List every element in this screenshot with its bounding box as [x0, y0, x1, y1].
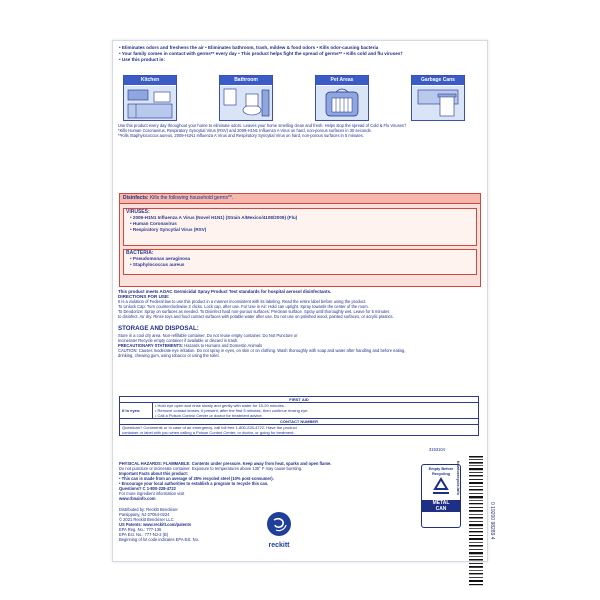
bacteria-item: • Staphylococcus aureus [130, 262, 185, 267]
first-aid-table [119, 396, 479, 436]
benefit-line: • Use this product in: [119, 57, 166, 62]
contact-number-title: CONTACT NUMBER [120, 419, 479, 425]
room-label: Pet Areas [316, 76, 368, 85]
pet-carrier-icon [316, 86, 368, 120]
first-aid-step: • Call a Poison Control Center or doctor for treatment advice. [155, 413, 263, 418]
can-text: CAN [435, 506, 447, 512]
hazard-line: www.rbnainfo.com [119, 496, 156, 501]
viruses-label: VIRUSES: [126, 209, 150, 215]
virus-item: • Respiratory Syncytial Virus (RSV) [130, 227, 207, 232]
storage-section [118, 325, 482, 358]
storage-line: Incinerate! Recycle empty container if available or discard in trash. [118, 338, 239, 343]
directions-line: To Deodorize: Spray on surfaces as needed. To Disinfect hard non-porous surfaces: Preclean surface. Spray until thoroughly wet. Leave for 5 minutes [118, 309, 390, 314]
company-line: Beginning of lot code indicates EPA Est. No. [119, 537, 200, 542]
disinfects-box [119, 193, 481, 287]
product-code: 3193104 [429, 447, 445, 452]
disinfects-title: Disinfects: [123, 195, 149, 201]
first-aid-step: • Remove contact lenses, if present, after the first 5 minutes, then continue rinsing eye. [155, 408, 309, 413]
brand-name: reckitt [268, 542, 290, 549]
storage-title: STORAGE AND DISPOSAL: [118, 325, 199, 332]
reckitt-swirl-icon [266, 511, 292, 537]
recycle-url: howtorecycle.info [456, 461, 461, 496]
barcode-digits: 0 19200 98289 4 [489, 502, 495, 540]
benefit-bullets [119, 45, 479, 63]
reckitt-logo [261, 511, 297, 550]
company-info [119, 507, 259, 542]
usage-text [118, 123, 482, 138]
company-line: Parsippany, NJ 07054-0224 [119, 512, 170, 517]
company-line: © 2021 Reckitt Benckiser LLC [119, 517, 174, 522]
usage-line: *Kills Human Coronavirus, Respiratory Syncytial Virus (RSV) and 2009-H1N1 Influenza A Virus on hard, non-porous surfaces in 30 seconds. [118, 128, 372, 133]
first-aid-title: FIRST AID [120, 397, 479, 403]
room-pet-areas [315, 75, 369, 121]
disinfects-header [120, 194, 480, 204]
first-aid-steps [153, 403, 479, 419]
hazard-line: • Encourage your local authorities to establish a program to recycle this can. [119, 481, 269, 486]
caution-line: CAUTION: Causes moderate eye irritation. Do not spray in eyes, on skin or on clothing. Wash thoroughly with soap and water after handling and before eating, [118, 348, 406, 353]
caution-line: drinking, chewing gum, using tobacco or using the toilet. [118, 353, 220, 358]
hazard-line: Questions? C 1-800-228-4722 [119, 486, 176, 491]
usage-line: Use this product every day throughout your home to eliminate odors. Leaves your home smelling clean and fresh. Helps stop the spread of Cold & Flu Viruses† [118, 123, 407, 128]
bacteria-item: • Pseudomonas aeruginosa [130, 256, 191, 261]
bacteria-label: BACTERIA: [126, 250, 154, 256]
hazard-line: For more ingredient information visit [119, 491, 185, 496]
recycle-top-text: Empty Before Recycling [428, 467, 454, 476]
company-line: EPA Est. No.: 777-NJ-2 (B) [119, 532, 169, 537]
aoac-statement: This product meets AOAC Germicidal Spray Product Test standards for hospital aerosol disinfectants. [118, 289, 332, 294]
storage-line: Store in a cool dry area. Non-refillable container. Do not reuse empty container. Do Not Puncture or [118, 333, 298, 338]
contact-line: Questions? Comments or In case of an emergency, call toll free 1-800-228-4722. Have the product [122, 425, 297, 430]
kitchen-icon [124, 86, 176, 120]
room-label: Bathroom [220, 76, 272, 85]
company-line: US Patents: www.reckitt.com/patents [119, 522, 192, 527]
directions-line: to disinfect. Air dry. Rinse toys and food contact surfaces with potable water after use. Do not use on polished wood, painted surfaces, or acrylic plastics. [118, 314, 394, 319]
directions-section [118, 289, 482, 319]
barcode-bars-icon [469, 456, 483, 586]
room-bathroom [219, 75, 273, 121]
virus-item: • Human Coronavirus [130, 221, 177, 226]
physical-hazards-section [119, 461, 409, 501]
virus-item: • 2009-H1N1 Influenza A Virus (Novel H1N1) (Strain A/Mexico/4108/2009) (Flu) [130, 215, 298, 220]
contact-text [120, 425, 479, 436]
company-line: EPA Reg. No.: 777-136 [119, 527, 162, 532]
hazard-line: Important Facts about this product: [119, 471, 189, 476]
room-garbage-cans [411, 75, 465, 121]
usage-line: **Kills Staphylococcus aureus, 2009-H1N1 Influenza A Virus and Respiratory Syncytial Virus on hard, non-porous surfaces in 5 minutes. [118, 133, 364, 138]
directions-line: It is a violation of Federal law to use this product in a manner inconsistent with its labeling. Read the entire label before using the product. [118, 299, 367, 304]
hazard-line: PHYSICAL HAZARDS: FLAMMABLE: Contents under pressure. Keep away from heat, sparks and open flame. [119, 461, 332, 466]
bacteria-section [123, 249, 477, 275]
directions-line: To Unlock Cap: Turn counterclockwise 2 clicks. Lock cap, after use. For Use in Air: Hold can upright. Spray towards the center of the room. [118, 304, 369, 309]
viruses-section [123, 208, 477, 246]
precaution-text: Hazards to Humans and Domestic Animals [184, 343, 263, 348]
benefit-line: • Eliminates odors and freshens the air • Eliminates bathroom, trash, mildew & food odors • Kills odor-causing bacteria [119, 45, 379, 50]
company-line: Distributed by: Reckitt Benckiser [119, 507, 178, 512]
hazard-line: • This can is made from an average of 25% recycled steel (10% post-consumer). [119, 476, 274, 481]
bathroom-icon [220, 86, 272, 120]
first-aid-step: • Hold eye open and rinse slowly and gently with water for 15-20 minutes. [155, 403, 285, 408]
disinfects-subtitle: Kills the following household germs**. [149, 195, 234, 201]
precaution-title: PRECAUTIONARY STATEMENTS: [118, 343, 184, 348]
directions-title: DIRECTIONS FOR USE: [118, 294, 170, 299]
room-label: Garbage Cans [412, 76, 464, 85]
contact-line: container or label with you when calling a Poison Control Center, or doctor, or going for treatment. [122, 430, 295, 435]
metal-text: METAL [432, 500, 450, 506]
hazard-line: Do not puncture or incinerate container. Exposure to temperatures above 130° F may cause bursting. [119, 466, 303, 471]
garbage-can-icon [412, 86, 464, 120]
if-in-eyes-label: If in eyes: [120, 403, 153, 419]
barcode [469, 456, 483, 586]
product-label-panel [112, 40, 495, 562]
benefit-line: • Your family comes in contact with germs** every day • This product helps fight the spread of germs** • Kills cold and flu viruses† [119, 51, 403, 56]
room-label: Kitchen [124, 76, 176, 85]
room-kitchen [123, 75, 177, 121]
